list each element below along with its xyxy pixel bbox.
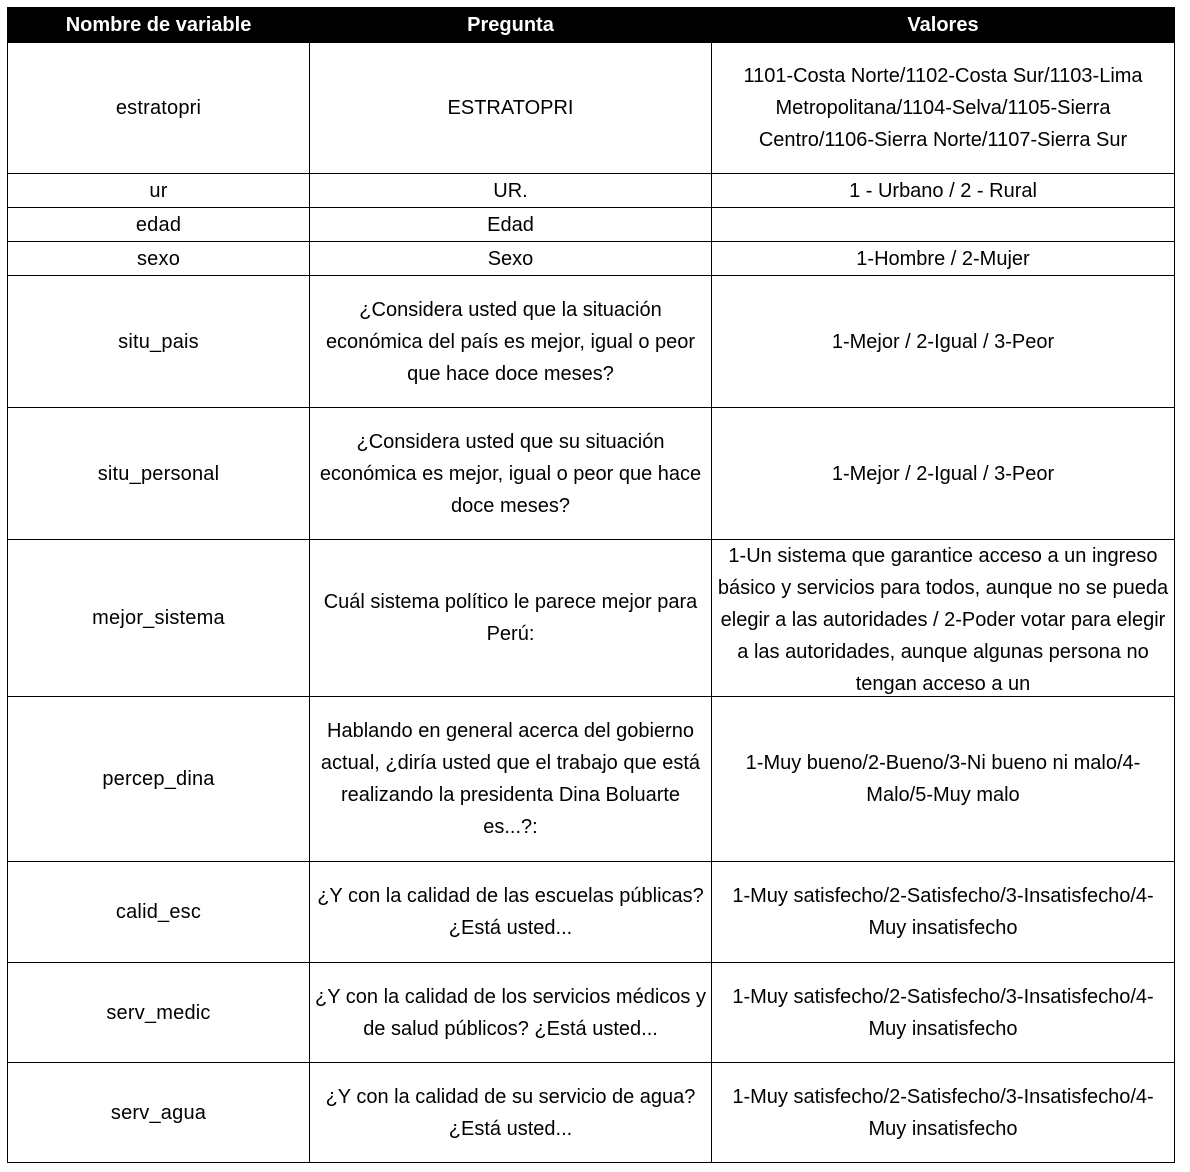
values-cell: 1-Mejor / 2-Igual / 3-Peor <box>712 408 1175 540</box>
table-row <box>8 208 1175 242</box>
question-cell: Hablando en general acerca del gobierno actual, ¿diría usted que el trabajo que está realizando la presidenta Dina Boluarte es...?: <box>310 697 712 862</box>
question-cell: Edad <box>310 208 712 242</box>
table-row <box>8 242 1175 276</box>
values-cell: 1-Hombre / 2-Mujer <box>712 242 1175 276</box>
table-row <box>8 540 1175 697</box>
header-variable-name: Nombre de variable <box>8 8 310 43</box>
question-cell: ¿Y con la calidad de los servicios médicos y de salud públicos? ¿Está usted... <box>310 963 712 1063</box>
question-cell: ESTRATOPRI <box>310 43 712 174</box>
question-cell: ¿Y con la calidad de su servicio de agua? ¿Está usted... <box>310 1063 712 1163</box>
values-cell: 1-Muy bueno/2-Bueno/3-Ni bueno ni malo/4-Malo/5-Muy malo <box>712 697 1175 862</box>
table-row <box>8 276 1175 408</box>
values-cell <box>712 208 1175 242</box>
variable-name-cell: sexo <box>8 242 310 276</box>
values-cell: 1101-Costa Norte/1102-Costa Sur/1103-Lima Metropolitana/1104-Selva/1105-Sierra Centro/1106-Sierra Norte/1107-Sierra Sur <box>712 43 1175 174</box>
table-row <box>8 408 1175 540</box>
values-cell: 1-Muy satisfecho/2-Satisfecho/3-Insatisfecho/4-Muy insatisfecho <box>712 862 1175 963</box>
variable-name-cell: ur <box>8 174 310 208</box>
variable-name-cell: serv_agua <box>8 1063 310 1163</box>
values-cell: 1-Mejor / 2-Igual / 3-Peor <box>712 276 1175 408</box>
values-cell: 1 - Urbano / 2 - Rural <box>712 174 1175 208</box>
question-cell: Sexo <box>310 242 712 276</box>
table-row <box>8 43 1175 174</box>
header-values: Valores <box>712 8 1175 43</box>
variable-name-cell: situ_personal <box>8 408 310 540</box>
question-cell: ¿Considera usted que la situación económica del país es mejor, igual o peor que hace doce meses? <box>310 276 712 408</box>
variable-name-cell: calid_esc <box>8 862 310 963</box>
values-cell-text: 1-Un sistema que garantice acceso a un ingreso básico y servicios para todos, aunque no se pueda elegir a las autoridades / 2-Poder votar para elegir a las autoridades, aunque algunas persona no tengan acceso a un <box>717 545 1169 695</box>
variable-name-cell: estratopri <box>8 43 310 174</box>
table-row <box>8 963 1175 1063</box>
variable-name-cell: edad <box>8 208 310 242</box>
values-cell <box>712 540 1175 697</box>
table-row <box>8 1063 1175 1163</box>
table-header-row <box>8 8 1175 43</box>
table-row <box>8 174 1175 208</box>
question-cell: ¿Considera usted que su situación económica es mejor, igual o peor que hace doce meses? <box>310 408 712 540</box>
question-cell: ¿Y con la calidad de las escuelas públicas? ¿Está usted... <box>310 862 712 963</box>
question-cell: UR. <box>310 174 712 208</box>
values-cell: 1-Muy satisfecho/2-Satisfecho/3-Insatisfecho/4-Muy insatisfecho <box>712 963 1175 1063</box>
table-row <box>8 862 1175 963</box>
variable-name-cell: situ_pais <box>8 276 310 408</box>
variable-codebook-table <box>7 7 1175 1163</box>
header-question: Pregunta <box>310 8 712 43</box>
variable-name-cell: mejor_sistema <box>8 540 310 697</box>
question-cell: Cuál sistema político le parece mejor para Perú: <box>310 540 712 697</box>
table-row <box>8 697 1175 862</box>
variable-name-cell: serv_medic <box>8 963 310 1063</box>
variable-name-cell: percep_dina <box>8 697 310 862</box>
values-cell: 1-Muy satisfecho/2-Satisfecho/3-Insatisfecho/4-Muy insatisfecho <box>712 1063 1175 1163</box>
